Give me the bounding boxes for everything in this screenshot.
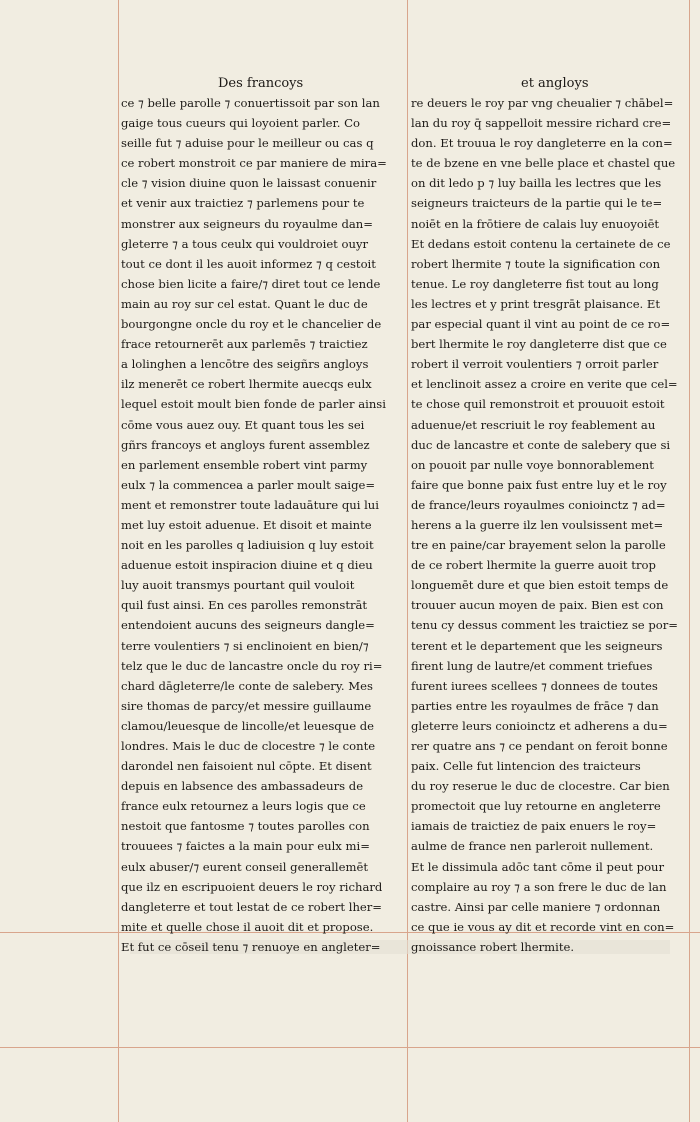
- text-line: en parlement ensemble robert vint parmy: [121, 457, 368, 472]
- text-line: entendoient aucuns des seigneurs dangle=: [121, 618, 375, 633]
- text-line: te chose quil remonstroit et prouuoit estoit: [411, 397, 665, 412]
- text-line: lan du roy q̄ sappelloit messire richard cre=: [411, 116, 672, 131]
- right-margin-rule: [689, 0, 690, 1122]
- text-line: france eulx retournez a leurs logis que ce: [121, 799, 366, 814]
- text-line: et venir aux traictiez ⁊ parlemens pour te: [121, 196, 365, 211]
- text-line: seigneurs traicteurs de la partie qui le te=: [411, 196, 663, 211]
- text-line: lequel estoit moult bien fonde de parler ainsi: [121, 397, 386, 412]
- text-line: noit en les parolles q ladiuision q luy estoit: [121, 538, 374, 553]
- text-line: luy auoit transmys pourtant quil vouloit: [121, 578, 355, 593]
- text-line: herens a la guerre ilz len voulsissent met=: [411, 517, 664, 532]
- text-line: on dit ledo p ⁊ luy bailla les lectres que les: [411, 176, 662, 191]
- text-line: rer quatre ans ⁊ ce pendant on feroit bonne: [411, 739, 668, 753]
- text-line: ce robert monstroit ce par maniere de mira=: [121, 156, 387, 171]
- text-line: promectoit que luy retourne en angleterre: [411, 799, 661, 814]
- text-line: tenue. Le roy dangleterre fist tout au long: [411, 276, 659, 291]
- text-line: on pouoit par nulle voye bonnorablement: [411, 457, 654, 472]
- text-line: du roy reserue le duc de clocestre. Car bien: [411, 779, 670, 794]
- text-line: les lectres et y print tresgrāt plaisance. Et: [411, 296, 661, 311]
- text-line: cōme vous auez ouy. Et quant tous les sei: [121, 417, 365, 432]
- text-line: furent iurees scellees ⁊ donnees de toutes: [411, 678, 658, 693]
- text-line: tre en paine/car brayement selon la parolle: [411, 538, 666, 553]
- text-line: aduenue/et rescriuit le roy feablement au: [411, 417, 656, 432]
- text-line: met luy estoit aduenue. Et disoit et mainte: [121, 517, 372, 532]
- text-line: trouuer aucun moyen de paix. Bien est con: [411, 598, 664, 613]
- text-line: Et dedans estoit contenu la certainete de ce: [411, 236, 671, 251]
- left-text-column: [121, 93, 398, 957]
- text-line: re deuers le roy par vng cheualier ⁊ chābel=: [411, 96, 674, 110]
- text-line: de france/leurs royaulmes conioinctz ⁊ ad=: [411, 497, 666, 512]
- text-line: Et fut ce cōseil tenu ⁊ renuoye en angleter=: [121, 939, 381, 954]
- text-line: sire thomas de parcy/et messire guillaume: [121, 698, 372, 713]
- text-line: ce que ie vous ay dit et recorde vint en con=: [411, 919, 675, 934]
- text-line: ilz menerēt ce robert lhermite auecqs eulx: [121, 377, 372, 392]
- text-line: eulx ⁊ la commencea a parler moult saige=: [121, 477, 376, 492]
- text-line: gnoissance robert lhermite.: [411, 939, 575, 954]
- text-line: tout ce dont il les auoit informez ⁊ q cestoit: [121, 256, 376, 271]
- text-line: depuis en labsence des ambassadeurs de: [121, 779, 364, 794]
- text-line: gñrs francoys et angloys furent assemblez: [121, 437, 370, 452]
- text-line: ce ⁊ belle parolle ⁊ conuertissoit par son lan: [121, 96, 380, 110]
- text-line: longuemēt dure et que bien estoit temps de: [411, 578, 669, 593]
- text-line: nestoit que fantosme ⁊ toutes parolles con: [121, 819, 370, 834]
- text-line: noiēt en la frōtiere de calais luy enuoyoiēt: [411, 216, 660, 231]
- text-line: complaire au roy ⁊ a son frere le duc de lan: [411, 879, 667, 894]
- text-line: castre. Ainsi par celle maniere ⁊ ordonnan: [411, 899, 661, 914]
- text-line: trouuees ⁊ faictes a la main pour eulx mi=: [121, 839, 370, 854]
- text-line: londres. Mais le duc de clocestre ⁊ le conte: [121, 739, 376, 753]
- text-line: te de bzene en vne belle place et chastel que: [411, 156, 676, 171]
- text-line: parties entre les royaulmes de frāce ⁊ dan: [411, 698, 659, 713]
- left-margin-rule: [118, 0, 119, 1122]
- text-line: tenu cy dessus comment les traictiez se por=: [411, 618, 678, 633]
- text-line: gleterre ⁊ a tous ceulx qui vouldroiet ouyr: [121, 236, 369, 251]
- text-line: mite et quelle chose il auoit dit et propose.: [121, 919, 374, 934]
- text-line: main au roy sur cel estat. Quant le duc de: [121, 296, 368, 311]
- text-line: firent lung de lautre/et comment triefues: [411, 658, 653, 673]
- text-line: seille fut ⁊ aduise pour le meilleur ou cas q: [121, 136, 374, 151]
- text-line: robert lhermite ⁊ toute la signification con: [411, 256, 661, 271]
- text-line: gleterre leurs conioinctz et adherens a du=: [411, 718, 668, 733]
- text-line: robert il verroit voulentiers ⁊ orroit parler: [411, 357, 659, 372]
- text-line: chose bien licite a faire/⁊ diret tout ce lende: [121, 276, 381, 291]
- text-line: aulme de france nen parleroit nullement.: [411, 839, 654, 854]
- text-line: dangleterre et tout lestat de ce robert lher=: [121, 899, 383, 914]
- text-line: paix. Celle fut lintencion des traicteurs: [411, 759, 641, 774]
- running-head-left: Des francoys: [218, 76, 304, 91]
- text-line: clamou/leuesque de lincolle/et leuesque de: [121, 718, 375, 733]
- text-line: ment et remonstrer toute ladauāture qui lui: [121, 497, 379, 512]
- text-line: de ce robert lhermite la guerre auoit trop: [411, 558, 656, 573]
- text-line: bert lhermite le roy dangleterre dist que ce: [411, 337, 667, 352]
- right-text-column: [411, 93, 681, 957]
- text-line: don. Et trouua le roy dangleterre en la con=: [411, 136, 673, 151]
- text-line: cle ⁊ vision diuine quon le laissast conuenir: [121, 176, 377, 191]
- text-line: faire que bonne paix fust entre luy et le roy: [411, 477, 667, 492]
- text-line: par especial quant il vint au point de ce ro=: [411, 317, 671, 332]
- text-line: quil fust ainsi. En ces parolles remonstrāt: [121, 598, 368, 613]
- text-line: chard dāgleterre/le conte de salebery. Mes: [121, 678, 373, 693]
- text-line: et lenclinoit assez a croire en verite que cel=: [411, 377, 678, 392]
- running-head-right: et angloys: [521, 76, 589, 91]
- text-line: terent et le departement que les seigneurs: [411, 638, 663, 653]
- text-line: a lolinghen a lencōtre des seigñrs angloys: [121, 357, 369, 372]
- text-line: iamais de traictiez de paix enuers le roy=: [411, 819, 657, 834]
- text-line: monstrer aux seigneurs du royaulme dan=: [121, 216, 373, 231]
- text-line: aduenue estoit inspiracion diuine et q dieu: [121, 558, 373, 573]
- text-line: terre voulentiers ⁊ si enclinoient en bien/⁊: [121, 638, 369, 653]
- text-line: telz que le duc de lancastre oncle du roy ri=: [121, 658, 383, 673]
- text-line: bourgongne oncle du roy et le chancelier de: [121, 317, 382, 332]
- text-line: Et le dissimula adōc tant cōme il peut pour: [411, 859, 665, 874]
- text-line: darondel nen faisoient nul cōpte. Et disent: [121, 759, 372, 774]
- text-line: duc de lancastre et conte de salebery que si: [411, 437, 671, 452]
- text-line: eulx abuser/⁊ eurent conseil generallemēt: [121, 859, 369, 874]
- bottom-margin-rule: [0, 1047, 700, 1048]
- text-line: que ilz en escripuoient deuers le roy richard: [121, 879, 383, 894]
- text-line: gaige tous cueurs qui loyoient parler. Co: [121, 116, 361, 131]
- text-line: frace retournerēt aux parlemēs ⁊ traictiez: [121, 337, 368, 352]
